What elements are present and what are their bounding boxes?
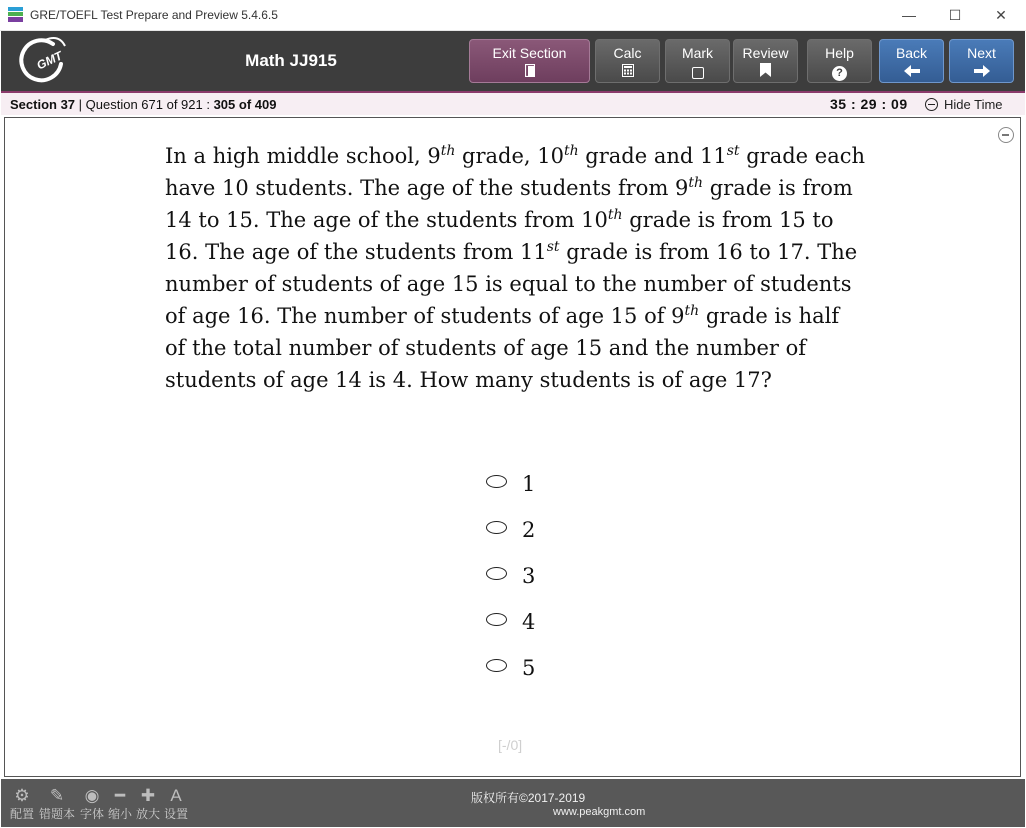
choice-label: 4 (522, 610, 536, 634)
exit-section-label: Exit Section (492, 45, 567, 61)
test-name: Math JJ915 (245, 51, 337, 70)
error-book-tool[interactable] (39, 787, 75, 822)
app-icon (8, 7, 23, 22)
hide-time-button[interactable] (925, 97, 1003, 112)
question-stem: In a high middle school, 9th grade, 10th grade and 11st grade each have 10 students. The age of the students from 9th grade is from 14 to 15. The age of the students from 10th grade is from 15 to 16. The age of the students from 11st grade is from 16 to 17. The number of students of age 15 is equal to the number of students of age 16. The number of students of age 15 of 9th grade is half of the total number of students of age 15 and the number of students of age 14 is 4. How many students is of age 17? (165, 143, 866, 392)
next-button[interactable] (949, 39, 1014, 83)
zoom-in-tool[interactable] (136, 787, 160, 822)
checkbox-icon (692, 67, 704, 79)
arrow-left-icon (880, 63, 943, 81)
door-icon (470, 63, 589, 81)
exit-section-button[interactable] (469, 39, 590, 83)
mark-label: Mark (681, 45, 714, 61)
choice-label: 5 (522, 656, 536, 680)
test-header (1, 31, 1025, 91)
bookmark-icon (734, 63, 797, 81)
font-tool[interactable] (80, 787, 104, 822)
settings-icon: A (170, 786, 182, 805)
minus-icon: ━ (114, 786, 126, 805)
next-label: Next (967, 45, 996, 61)
page-indicator: [-/0] (498, 737, 523, 753)
settings-tool[interactable] (164, 787, 188, 822)
config-label: 配置 (10, 807, 35, 821)
help-button[interactable] (807, 39, 872, 83)
radio-button[interactable] (486, 613, 507, 626)
calc-label: Calc (613, 45, 642, 61)
countdown-timer: 35 : 29 : 09 (830, 96, 908, 112)
calculator-icon (596, 63, 659, 81)
radio-button[interactable] (486, 521, 507, 534)
choice-label: 1 (522, 472, 536, 496)
logo-text: GMT (34, 48, 65, 73)
radio-button[interactable] (486, 659, 507, 672)
zoom-out-label: 缩小 (108, 807, 133, 821)
review-label: Review (742, 45, 789, 61)
choice-label: 2 (522, 518, 536, 542)
choice-label: 3 (522, 564, 536, 588)
radio-button[interactable] (486, 567, 507, 580)
answer-choice[interactable] (486, 518, 535, 564)
calc-button[interactable] (595, 39, 660, 83)
question-position (10, 97, 276, 112)
review-button[interactable] (733, 39, 798, 83)
window-title: GRE/TOEFL Test Prepare and Preview 5.4.6.5 (30, 8, 278, 22)
info-separator: | (75, 97, 86, 112)
error-book-label: 错题本 (39, 807, 76, 821)
zoom-out-tool[interactable] (108, 787, 132, 822)
collapse-icon[interactable] (998, 127, 1014, 143)
plus-icon: ✚ (140, 786, 156, 805)
answer-choices (486, 472, 535, 702)
zoom-in-label: 放大 (136, 807, 161, 821)
maximize-button[interactable]: ☐ (948, 7, 962, 23)
answer-choice[interactable] (486, 564, 535, 610)
window-title-bar (0, 0, 1026, 31)
close-button[interactable]: ✕ (995, 7, 1007, 23)
minimize-button[interactable]: — (902, 7, 916, 23)
copyright (471, 789, 771, 818)
hide-time-label: Hide Time (944, 97, 1003, 112)
arrow-right-icon (950, 63, 1013, 81)
question-info-bar (1, 91, 1025, 115)
back-button[interactable] (879, 39, 944, 83)
font-icon: ◉ (84, 786, 100, 805)
answer-choice[interactable] (486, 472, 535, 518)
footer-toolbar (1, 779, 1025, 827)
help-label: Help (825, 45, 854, 61)
section-progress: 305 of 409 (213, 97, 277, 112)
gear-icon: ⚙ (14, 786, 30, 805)
font-label: 字体 (80, 807, 105, 821)
edit-icon: ✎ (49, 786, 65, 805)
answer-choice[interactable] (486, 656, 535, 702)
config-tool[interactable] (10, 787, 34, 822)
minus-circle-icon (925, 98, 938, 111)
question-panel (4, 117, 1021, 777)
back-label: Back (895, 45, 928, 61)
radio-button[interactable] (486, 475, 507, 488)
question-number: Question 671 of 921 : (85, 97, 214, 112)
gmt-logo-icon (15, 36, 69, 86)
section-number: Section 37 (10, 97, 76, 112)
answer-choice[interactable] (486, 610, 535, 656)
settings-label: 设置 (164, 807, 189, 821)
website-link: www.peakgmt.com (553, 806, 646, 818)
mark-button[interactable] (665, 39, 730, 83)
question-icon: ? (832, 66, 847, 81)
copyright-text: 版权所有©2017-2019 (471, 791, 586, 805)
